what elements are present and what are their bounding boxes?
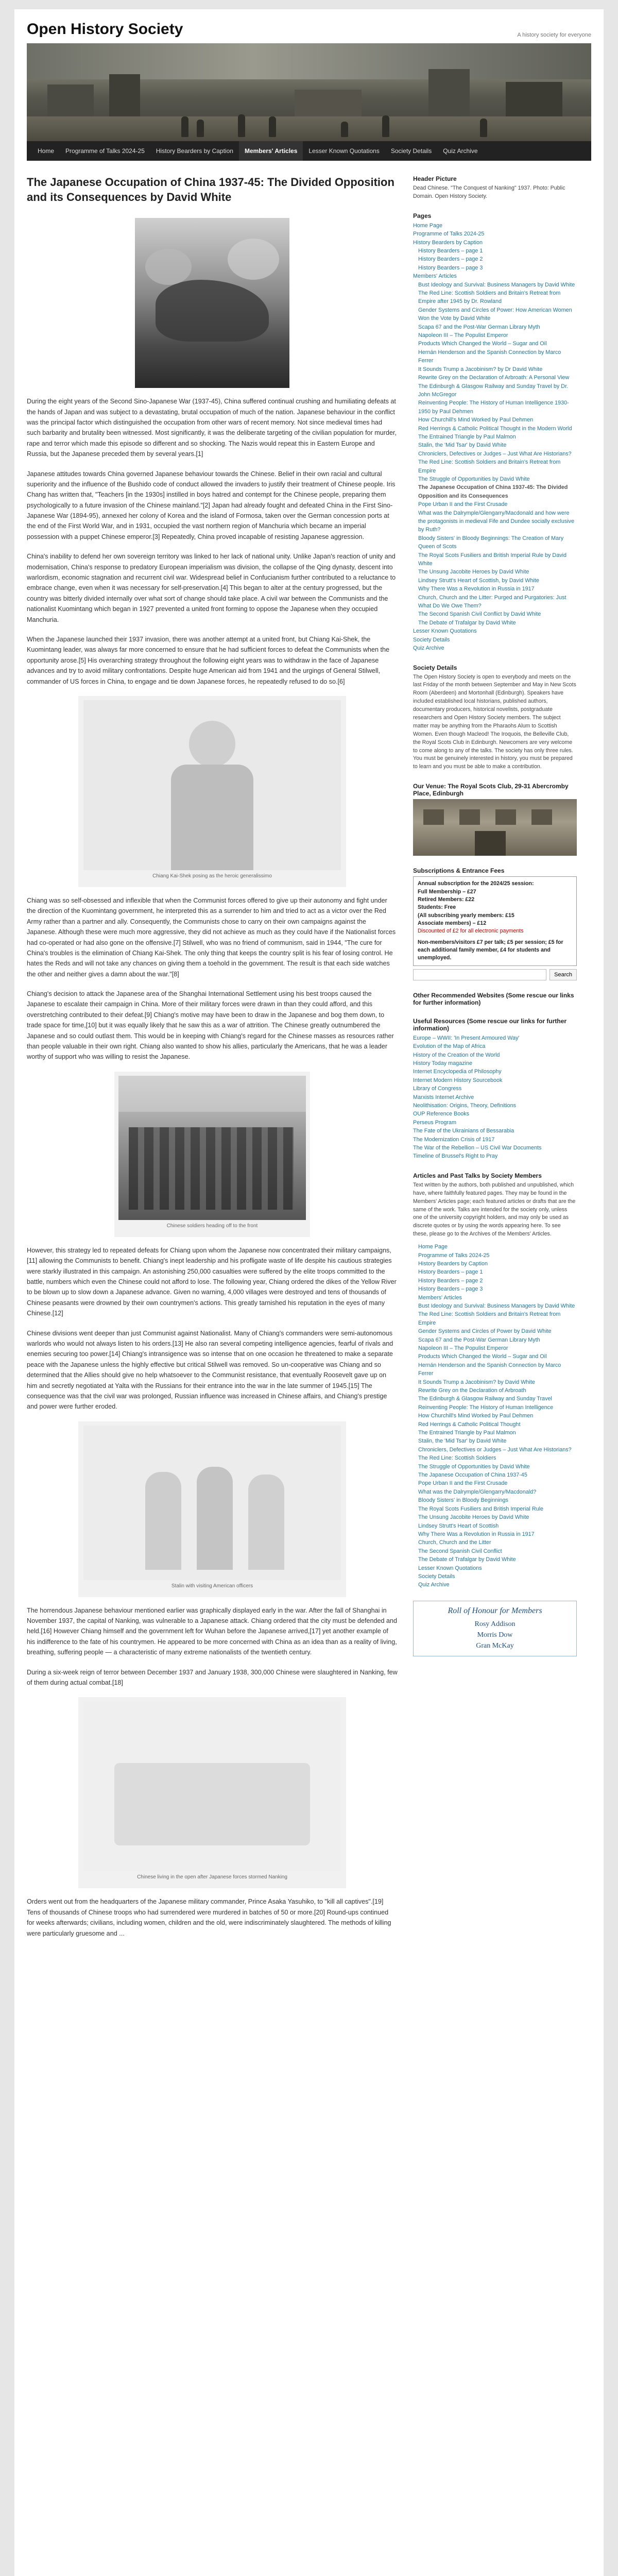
sidebar-page-link[interactable]: The Struggle of Opportunities by David White — [418, 476, 530, 482]
site-title[interactable]: Open History Society — [27, 21, 183, 38]
chiang-portrait-photo — [83, 700, 341, 870]
sidebar-page-link[interactable]: The Red Line: Scottish Soldiers and Britain's Retreat from Empire — [418, 459, 561, 474]
venue-widget — [413, 783, 577, 856]
nav-lesser-known-quotations[interactable]: Lesser Known Quotations — [308, 147, 380, 155]
paragraph: China's inability to defend her own sovereign territory was linked to her lack of national unity. Unlike Japan's reaction of unity and modernisation, China's response to predatory European imperialism was division, the collapse of the Qing dynasty, descent into warlordism, economic stagnation and recurrent civil war. Widespread belief in Confucianism further contributed to a reluctance to embrace change, even when it was necessary for self-preservation.[4] This began to alter at the century progressed, but the country was bitterly divided internally over what sort of change should take place. A civil war between the Communists and the nationalist Kuomintang which began in 1927 prevented a united front forming to oppose the Japanese when they occupied Manchuria. — [27, 553, 396, 623]
nav-home[interactable]: Home — [38, 147, 55, 155]
members-article-link[interactable]: The Unsung Jacobite Heroes by David White — [418, 1514, 529, 1521]
soldiers-photo — [118, 1076, 306, 1220]
paragraph: Chinese divisions went deeper than just Communist against Nationalist. Many of Chiang's commanders were semi-autonomous warlords who would not always listen to his orders.[13] He also ran several competing intelligence agencies, fearful of rivals and enemies securing too power.[14] Chiang's intransigence was so intense that on one occasion he threatened to make a separate peace with the Japanese unless the highly effective but critical Stilwell was removed. So un-cooperative was Chiang and so determined that the Allies should give no help whatsoever to the Communist resistance, that eventually Roosevelt gave up on him and secretly negotiated at Yalta with the Russians for their entrance into the war in the late summer of 1945.[15] The consequence was that the civil war was prolonged, Russian influence was increased in Chinese affairs, and Chiang's prestige and power were further eroded. — [27, 1329, 393, 1411]
resource-link[interactable]: History Today magazine — [413, 1060, 473, 1066]
search-form — [413, 969, 577, 980]
site-header — [14, 9, 604, 43]
members-article-link[interactable]: The Entrained Triangle by Paul Malmon — [418, 1430, 516, 1436]
widget-title: Subscriptions & Entrance Fees — [413, 867, 505, 875]
sidebar-page-link[interactable]: The Royal Scots Fusiliers and British Imperial Rule by David White — [418, 552, 567, 567]
widget-title: Our Venue: The Royal Scots Club, 29-31 Abercromby Place, Edinburgh — [413, 783, 569, 798]
members-article-link[interactable]: Hernán Henderson and the Spanish Connection by Marco Ferrer — [418, 1362, 561, 1377]
subs-line: Full Membership – £27 — [418, 888, 476, 895]
widget-title: Society Details — [413, 664, 457, 671]
sidebar-page-link[interactable]: Bloody Sisters' in Bloody Beginnings: The Creation of Mary Queen of Scots — [418, 535, 564, 550]
sidebar-page-link[interactable]: Programme of Talks 2024-25 — [413, 231, 485, 238]
article-title: The Japanese Occupation of China 1937-45: The Divided Opposition and its Consequences by David White — [27, 176, 394, 204]
resource-link[interactable]: The Modernization Crisis of 1917 — [413, 1136, 495, 1143]
society-details-widget — [413, 664, 577, 772]
sidebar-page-link[interactable]: Church, Church and the Litter: Purged and Purgatories: Just What Do We Owe Them? — [418, 594, 566, 609]
figure-nanking — [27, 1697, 398, 1888]
page — [14, 9, 604, 2576]
sidebar-page-link[interactable]: Scapa 67 and the Post-War German Library Myth — [418, 324, 540, 330]
honour-name: Rosy Addison — [474, 1620, 516, 1628]
members-article-link[interactable]: Products Which Changed the World – Sugar and Oil — [418, 1353, 547, 1360]
members-article-link[interactable]: Gender Systems and Circles of Power by David White — [418, 1328, 552, 1335]
paragraph: Japanese attitudes towards China governed Japanese behaviour towards the Chinese. Belief in their own racial and cultural superiority and the influence of the Bushido code of conduct allowed the invaders to justify their treatment of Chinese people. Iris Chang has written that, "Teachers [in the 1930s] instilled in boys hatred and contempt for the Chinese people, preparing them psychologically to a future invasion of the Chinese mainland."[2] Japan had already fought and defeated China in the First Sino-Japanese War (1894-95), annexed her colony of Korea and the island of Formosa, taken over the German concession ports at the end of the First World War, and in 1931, occupied the vast northern region of Manchuria which became an imperial possession with a puppet Chinese emperor.[3] Repeatedly, China proved incapable of resisting Japanese aggression. — [27, 470, 396, 540]
members-article-link[interactable]: The Edinburgh & Glasgow Railway and Sunday Travel — [418, 1396, 552, 1402]
members-article-link[interactable]: Lindsey Strutt's Heart of Scottish — [418, 1522, 499, 1529]
members-article-link[interactable]: What was the Dalrymple/Glengarry/Macdonald? — [418, 1488, 537, 1495]
sidebar-page-link[interactable]: The Debate of Trafalgar by David White — [418, 619, 516, 626]
members-article-link[interactable]: The Debate of Trafalgar by David White — [418, 1556, 516, 1563]
nav-quiz-archive[interactable]: Quiz Archive — [443, 147, 478, 155]
members-article-link[interactable]: Stalin, the 'Mid Tsar' by David White — [418, 1438, 507, 1445]
widget-title: Articles and Past Talks by Society Members — [413, 1172, 542, 1179]
nav-members-articles[interactable]: Members' Articles — [239, 141, 303, 161]
paragraph: The horrendous Japanese behaviour mentioned earlier was graphically displayed early in the war. After the fall of Shanghai in November 1937, the capital of Nanking, was vulnerable to a Japanese attack. Chiang ordered that the city must be defended and held.[16] However Chiang himself and the government left for Wuhan before the Japanese arrived,[17] yet another example of his indifference to the fate of his countrymen. He appeared to be more concerned with China as an idea than as a reality of living, breathing, suffering people — a characteristic of many extreme nationalists of the twentieth century. — [27, 1606, 397, 1656]
members-article-link[interactable]: Reinventing People: The History of Human Intelligence — [418, 1404, 554, 1411]
subs-line: Associate members) – £12 — [418, 920, 487, 926]
resource-link[interactable]: The War of the Rebellion – US Civil War Documents — [413, 1145, 542, 1151]
resource-link[interactable]: Europe – WWII: 'In Present Armoured Way' — [413, 1035, 520, 1041]
article-main — [27, 175, 398, 1948]
paragraph: However, this strategy led to repeated defeats for Chiang upon whom the Japanese now concentrated their military campaigns,[11] allowing the Communists to benefit. Chiang's inept leadership and his profligate waste of life despite his cautious strategies were starkly illustrated in this campaign. An astonishing 250,000 casualties were suffered by the elite troops committed to the battle, numbers which even the Chinese could not afford to lose. The following year, Chiang ordered the dikes of the Yellow River to be blown up to slow down a Japanese advance. Given no warning, 4,000 villages were destroyed and tens of thousands of Chinese peasants were drowned by their own countrymen's actions. This greatly tarnished his reputation in the eyes of many Chinese.[12] — [27, 1246, 397, 1317]
paragraph: During the eight years of the Second Sino-Japanese War (1937-45), China suffered continual crushing and humiliating defeats at the hands of Japan and was subject to a devastating, brutal occupation of much of the nation. Japanese behaviour in the conflict was the principal factor which distinguished the occupation from other wars of recent memory. Not since medieval times had such barbarity and brutality been witnessed. Most significantly, it was the deliberate targeting of the civilian population for murder, rape and terror which made this episode so different and so shocking. The Nazis would repeat this in Eastern Europe and Russia, but the Japanese preceded them by several years.[1] — [27, 398, 397, 458]
sidebar-page-link[interactable]: The Japanese Occupation of China 1937-45: The Divided Opposition and its Consequences — [418, 484, 568, 499]
members-article-link[interactable]: How Churchill's Mind Worked by Paul Dehmen — [418, 1413, 534, 1419]
members-article-link[interactable]: Bust Ideology and Survival: Business Managers by David White — [418, 1302, 575, 1309]
members-article-link[interactable]: Napoleon III – The Populist Emperor — [418, 1345, 508, 1351]
members-article-link[interactable]: Quiz Archive — [418, 1582, 450, 1588]
articles-talks-text: Text written by the authors, both published and unpublished, which have, where faithfully featured pages. They may be found in the Members' Articles page; each featured articles or drafts that are the same of the work. Talks are intended for the society only, unless one of the university copyright holders, and may only be used as discrete quotes or by using the words appearing here. To see these, please go to the Archives of the Members' Articles. — [413, 1181, 576, 1238]
paragraph: When the Japanese launched their 1937 invasion, there was another attempt at a united front, but Chiang Kai-Shek, the Kuomintang leader, was always far more concerned to ensure that he had sufficient forces to defeat the Communists when the opportunity arose.[5] His overarching strategy throughout the following eight years was to withdraw in the face of Japanese advances and try to avoid military confrontations. Despite huge American aid from 1941 and the urgings of General Stilwell, commander of US forces in China, to engage and tie down Japanese forces, he repeatedly refused to do so.[6] — [27, 636, 390, 685]
sidebar-page-link[interactable]: Why There Was a Revolution in Russia in 1917 — [418, 586, 535, 592]
battle-photo — [135, 218, 289, 388]
widget-title: Other Recommended Websites (Some rescue our links for further information) — [413, 991, 574, 1006]
members-article-link[interactable]: History Bearders – page 1 — [418, 1269, 483, 1276]
members-article-link[interactable]: Pope Urban II and the First Crusade — [418, 1480, 508, 1487]
main-navigation — [27, 141, 591, 161]
society-details-text: The Open History Society is open to everybody and meets on the last Friday of the month between September and May in New Scots Room (Aberdeen) and Mortonhall (Edinburgh). Speakers have included established local historians, published authors, documentary producers, historical novelists, postgraduate researchers and Open History Society members. The subject matter may be anything from the Pharaohs Alum to Scottish Women. Even though Macleod! The Iroquois, the Belleville Club, the Royal Scots Club in Edinburgh. Newcomers are very welcome to come along to any of the talks. The society has only three rules. You must be genuinely interested in history, you must be prepared to learn and you must be able to make a contribution. — [413, 673, 576, 770]
members-article-link[interactable]: Chroniclers, Defectives or Judges – Just What Are Historians? — [418, 1446, 572, 1453]
roll-of-honour — [413, 1601, 577, 1657]
sidebar-page-link[interactable]: Red Herrings & Catholic Political Thought in the Modern World — [418, 425, 572, 432]
sidebar-page-link[interactable]: Napoleon III – The Populist Emperor — [418, 332, 508, 339]
members-article-link[interactable]: History Bearders – page 2 — [418, 1277, 483, 1284]
sidebar-page-link[interactable]: Hernán Henderson and the Spanish Connection by Marco Ferrer — [418, 349, 561, 364]
resource-link[interactable]: History of the Creation of the World — [413, 1052, 500, 1058]
sidebar-page-link[interactable]: Rewrite Grey on the Declaration of Arbroath: A Personal View — [418, 375, 570, 381]
sidebar-page-link[interactable]: Home Page — [413, 222, 443, 229]
stalin-officers-photo — [83, 1426, 341, 1580]
search-button[interactable]: Search — [550, 969, 577, 980]
pages-widget — [413, 212, 577, 653]
paragraph: Orders went out from the headquarters of the Japanese military commander, Prince Asaka Yasuhiko, to "kill all captives".[19] Tens of thousands of Chinese troops who had surrendered were murdered in batches of 50 or more.[20] Round-ups continued for weeks afterwards; civilians, including women, children and the old, were indiscriminately slaughtered. The methods of killing were particularly gruesome and ... — [27, 1898, 391, 1937]
pages-list — [413, 222, 577, 653]
nav-programme[interactable]: Programme of Talks 2024-25 — [65, 147, 145, 155]
sidebar-page-link[interactable]: Quiz Archive — [413, 645, 444, 652]
honour-name: Morris Dow — [477, 1631, 513, 1639]
resource-link[interactable]: OUP Reference Books — [413, 1111, 470, 1117]
paragraph: During a six-week reign of terror between December 1937 and January 1938, 300,000 Chinese were slaughtered in Nanking, few of them during actual combat.[18] — [27, 1668, 398, 1687]
members-article-link[interactable]: History Bearders – page 3 — [418, 1286, 483, 1293]
members-article-link[interactable]: History Bearders by Caption — [418, 1260, 488, 1267]
members-article-link[interactable]: Church, Church and the Litter — [418, 1539, 491, 1546]
resource-link[interactable]: Timeline of Brussel's Right to Pray — [413, 1153, 498, 1160]
members-article-link[interactable]: Rewrite Grey on the Declaration of Arbroath — [418, 1387, 526, 1394]
nanking-photo — [83, 1701, 341, 1871]
subs-line: (All subscribing yearly members: £15 — [418, 912, 514, 919]
resource-link[interactable]: Library of Congress — [413, 1086, 462, 1092]
figure-caption: Chinese soldiers heading off to the front — [166, 1223, 258, 1229]
sidebar-page-link[interactable]: The Edinburgh & Glasgow Railway and Sunday Travel by Dr. John McGregor — [418, 383, 569, 398]
sidebar — [413, 175, 577, 1948]
members-article-link[interactable]: Programme of Talks 2024-25 — [418, 1252, 490, 1259]
members-article-link[interactable]: It Sounds Trump a Jacobinism? by David White — [418, 1379, 535, 1385]
sidebar-page-link[interactable]: The Unsung Jacobite Heroes by David White — [418, 569, 529, 575]
resource-link[interactable]: Internet Modern History Sourcebook — [413, 1077, 503, 1083]
sidebar-page-link[interactable]: Lesser Known Quotations — [413, 628, 477, 635]
site-description: A history society for everyone — [517, 32, 591, 38]
sidebar-page-link[interactable]: Society Details — [413, 636, 450, 643]
resources-list — [413, 1034, 577, 1161]
articles-talks-widget — [413, 1172, 577, 1589]
paragraph: Chiang was so self-obsessed and inflexible that when the Communist forces offered to give up their autonomy and fight under the direction of the Kuomintang government, he interpreted this as a surrender to him and tried to act as a victor over the Red Army rather than a partner and ally. Consequently, the Communists chose to carry on their own campaigns against the Japanese. Although these were much more aggressive, they did not achieve as much as they could have if the Nationalist forces had co-operated or had also gone on the offensive.[7] Stilwell, who was no friend of communism, said in 1944, "The cure for China's troubles is the elimination of Chiang Kai-Shek. The only thing that keeps the country split is his fear of losing control. He hates the Reds and will not take any chances on giving them a toehold in the government. The result is that each side watches the other and neither gives a damn about the war."[8] — [27, 896, 396, 978]
figure-soldiers — [27, 1072, 398, 1237]
sidebar-page-link[interactable]: Members' Articles — [413, 273, 457, 280]
members-article-link[interactable]: Bloody Sisters' in Bloody Beginnings — [418, 1497, 508, 1504]
figure-caption: Chinese living in the open after Japanese forces stormed Nanking — [137, 1874, 287, 1880]
sidebar-page-link[interactable]: Products Which Changed the World – Sugar and Oil — [418, 341, 547, 347]
widget-title: Header Picture — [413, 175, 457, 182]
sidebar-page-link[interactable]: Gender Systems and Circles of Power: How American Women Won the Vote by David White — [418, 307, 572, 322]
sidebar-page-link[interactable]: History Bearders – page 1 — [418, 248, 483, 254]
resource-link[interactable]: The Fate of the Ukrainians of Bessarabia — [413, 1128, 514, 1134]
members-article-link[interactable]: The Japanese Occupation of China 1937-45 — [418, 1472, 527, 1479]
venue-photo — [413, 799, 577, 856]
members-articles-list — [413, 1243, 577, 1589]
widget-title: Useful Resources (Some rescue our links for further information) — [413, 1017, 567, 1032]
resource-link[interactable]: Marxists Internet Archive — [413, 1094, 474, 1100]
members-article-link[interactable]: Red Herrings & Catholic Political Thought — [418, 1421, 521, 1428]
sidebar-page-link[interactable]: Reinventing People: The History of Human Intelligence 1930-1950 by Paul Dehmen — [418, 400, 569, 415]
figure-chiang — [27, 696, 398, 887]
figure-battle — [27, 218, 398, 388]
members-article-link[interactable]: Home Page — [418, 1244, 448, 1250]
sidebar-page-link[interactable]: Chroniclers, Defectives or Judges – Just What Are Historians? — [418, 450, 572, 457]
sidebar-page-link[interactable]: What was the Dalrymple/Glengarry/Macdonald and how were the protagonists in medieval Fife and Dundee socially exclusive by Ruth? — [418, 510, 575, 533]
nav-society-details[interactable]: Society Details — [390, 147, 432, 155]
subscriptions-box — [413, 876, 577, 966]
members-article-link[interactable]: Society Details — [418, 1573, 455, 1580]
sidebar-page-link[interactable]: The Red Line: Scottish Soldiers and Britain's Retreat from Empire after 1945 by Dr. Rowland — [418, 290, 561, 305]
members-article-link[interactable]: Lesser Known Quotations — [418, 1565, 482, 1571]
widget-title: Pages — [413, 212, 432, 219]
honour-name: Gran McKay — [476, 1641, 514, 1650]
sidebar-page-link[interactable]: History Bearders – page 2 — [418, 256, 483, 263]
header-banner-image — [27, 43, 591, 141]
members-article-link[interactable]: The Second Spanish Civil Conflict — [418, 1548, 502, 1554]
figure-caption: Stalin with visiting American officers — [171, 1583, 253, 1589]
sidebar-page-link[interactable]: The Entrained Triangle by Paul Malmon — [418, 433, 516, 440]
useful-resources-widget — [413, 1018, 577, 1161]
members-article-link[interactable]: The Struggle of Opportunities by David White — [418, 1463, 530, 1470]
sidebar-page-link[interactable]: History Bearders by Caption — [413, 239, 483, 246]
header-picture-text: Dead Chinese. "The Conquest of Nanking" 1937. Photo: Public Domain. Open History Society. — [413, 185, 565, 199]
members-article-link[interactable]: Members' Articles — [418, 1294, 462, 1301]
members-article-link[interactable]: Why There Was a Revolution in Russia in 1917 — [418, 1531, 535, 1537]
resource-link[interactable]: Evolution of the Map of Africa — [413, 1043, 486, 1050]
subscriptions-widget — [413, 867, 577, 980]
roll-of-honour-title: Roll of Honour for Members — [448, 1606, 542, 1615]
sidebar-page-link[interactable]: How Churchill's Mind Worked by Paul Dehmen — [418, 417, 534, 423]
sidebar-page-link[interactable]: Pope Urban II and the First Crusade — [418, 501, 508, 508]
resource-link[interactable]: Perseus Program — [413, 1119, 457, 1126]
paragraph: Chiang's decision to attack the Japanese area of the Shanghai International Settlement using his best troops caused the Japanese to escalate their campaign in China. More of their military forces were drawn in than they could afford, and this overstretching contributed to their defeat.[9] Chiang's motive may have been to draw in the Japanese and bog them down, to trade space for time,[10] but it was equally likely that he saw this as a war of attrition. The Chinese greatly outnumbered the Japanese and so could outlast them. This would be in keeping with Chiang's regard for the Chinese masses as resources rather than people valuable in their own right. Chiang also wanted to show his allies, particularly the Americans, that he was a leader worthy of support who was willing to resist the Japanese. — [27, 990, 394, 1061]
resource-link[interactable]: Neolithisation: Origins, Theory, Definitions — [413, 1103, 517, 1109]
subs-line: Retired Members: £22 — [418, 896, 475, 903]
members-article-link[interactable]: The Red Line: Scottish Soldiers — [418, 1455, 496, 1462]
search-input[interactable] — [413, 969, 546, 980]
sidebar-page-link[interactable]: The Second Spanish Civil Conflict by David White — [418, 611, 541, 618]
nav-history-bearders[interactable]: History Bearders by Caption — [156, 147, 233, 155]
other-websites-widget — [413, 992, 577, 1006]
subs-line: Students: Free — [418, 904, 456, 911]
subs-line: Non-members/visitors £7 per talk; £5 per session; £5 for each additional family member, £4 for students and unemployed. — [418, 939, 563, 961]
figure-caption: Chiang Kai-Shek posing as the heroic generalissimo — [152, 873, 272, 879]
sidebar-page-link[interactable]: Lindsey Strutt's Heart of Scottish, by David White — [418, 577, 539, 584]
header-picture-widget — [413, 175, 577, 201]
members-article-link[interactable]: The Royal Scots Fusiliers and British Imperial Rule — [418, 1505, 544, 1512]
members-article-link[interactable]: The Red Line: Scottish Soldiers and Britain's Retreat from Empire — [418, 1311, 561, 1326]
figure-stalin — [27, 1421, 398, 1597]
sidebar-page-link[interactable]: Stalin, the 'Mid Tsar' by David White — [418, 442, 507, 449]
sidebar-page-link[interactable]: History Bearders – page 3 — [418, 264, 483, 271]
subs-line: Annual subscription for the 2024/25 session: — [418, 880, 534, 887]
resource-link[interactable]: Internet Encyclopedia of Philosophy — [413, 1069, 502, 1075]
subs-line: Discounted of £2 for all electronic payments — [418, 928, 524, 935]
sidebar-page-link[interactable]: Bust Ideology and Survival: Business Managers by David White — [418, 281, 575, 288]
sidebar-page-link[interactable]: It Sounds Trump a Jacobinism? by Dr David White — [418, 366, 543, 372]
members-article-link[interactable]: Scapa 67 and the Post-War German Library Myth — [418, 1336, 540, 1343]
